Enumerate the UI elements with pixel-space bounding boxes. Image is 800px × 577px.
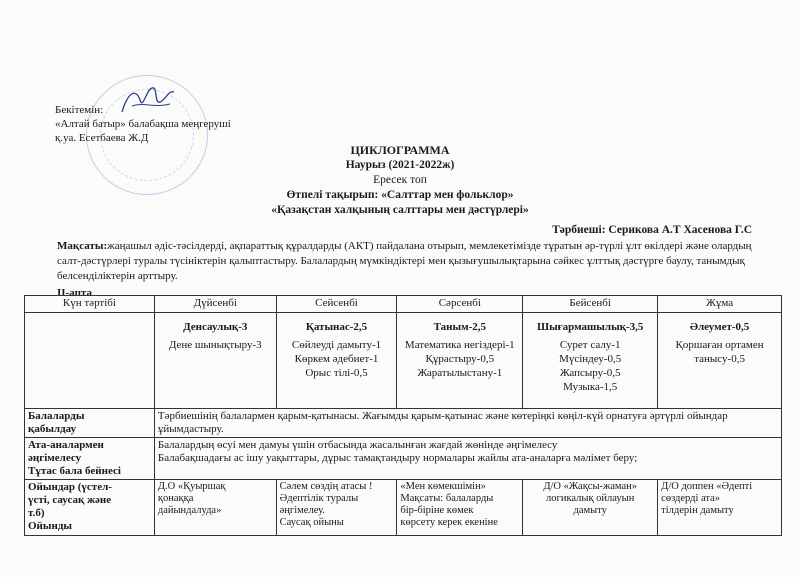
games-label-line: Ойынды	[28, 520, 72, 532]
subject-area: Денсаулық-3	[183, 321, 248, 333]
games-line: әңгімелеу.	[279, 505, 325, 516]
games-line: логикалық ойлауын	[546, 493, 635, 504]
games-line: дамыту	[573, 505, 607, 516]
group-name: Ересек топ	[373, 174, 427, 186]
subject-line: Жаратылыстану-1	[417, 367, 503, 379]
games-line: Мақсаты: балаларды	[400, 493, 494, 504]
subject-area: Таным-2,5	[433, 321, 486, 333]
header-thursday: Бейсенбі	[523, 296, 658, 313]
reception-row	[25, 409, 782, 438]
games-line: Әдептілік туралы	[279, 493, 359, 504]
subjects-tuesday	[276, 313, 397, 409]
games-wednesday	[397, 480, 523, 536]
subjects-monday	[154, 313, 276, 409]
subject-line: Сурет салу-1	[559, 339, 621, 351]
games-friday	[658, 480, 782, 536]
subjects-row	[25, 313, 782, 409]
parents-label-line: Тұтас бала бейнесі	[28, 465, 121, 477]
games-label-line: т.б)	[28, 507, 45, 519]
parents-row	[25, 438, 782, 480]
subject-line: Жапсыру-0,5	[559, 367, 621, 379]
subject-area: Шығармашылық-3,5	[536, 321, 644, 333]
month-year: Наурыз (2021-2022ж)	[345, 159, 455, 171]
reception-text: Тәрбиешінің балалармен қарым-қатынасы. Жағымды қарым-қатынас және көтеріңкі көңіл-күй орнатуға әртүрлі ойындар ұйымдастыру.	[154, 409, 781, 438]
subject-line: Құрастыру-0,5	[425, 353, 495, 365]
reception-label	[25, 409, 155, 438]
reception-label-line: қабылдау	[28, 423, 77, 435]
parents-label	[25, 438, 155, 480]
subject-line: Математика негіздері-1	[404, 339, 515, 351]
sub-theme: «Қазақстан халқының салттары мен дәстүрлері»	[271, 204, 529, 216]
games-row	[25, 480, 782, 536]
aim-label: Мақсаты:	[57, 240, 108, 252]
subjects-friday	[658, 313, 782, 409]
subjects-thursday	[523, 313, 658, 409]
games-line: тілдерін дамыту	[661, 505, 734, 516]
games-line: Саусақ ойыны	[279, 517, 344, 528]
aim-text: жаңашыл әдіс-тәсілдерді, ақпараттық құралдарды (АКТ) пайдалана отырып, мемлекетімізде тұратын әр-түрлі ұлт өкілдері және олардың салт-дәстүрлері туралы түсініктерін қалыптастыру. Балалардың мүмкіндіктері мен қызығушылықтарына сәйкес ұлттық дәстүрге баулу, танымдық белсенділіктерін арттыру.	[57, 240, 752, 282]
games-line: дайындалуда»	[157, 505, 222, 516]
approval-block	[55, 103, 231, 145]
subject-area: Қатынас-2,5	[305, 321, 368, 333]
games-monday	[154, 480, 276, 536]
aim-paragraph	[57, 239, 757, 284]
approval-label: Бекітемін:	[55, 104, 104, 116]
parents-label-line: әңгімелесу	[28, 452, 82, 464]
subject-line: Сөйлеуді дамыту-1	[291, 339, 382, 351]
table-header-row	[25, 296, 782, 313]
subject-line: Көркем әдебиет-1	[294, 353, 379, 365]
games-line: бір-біріне көмек	[400, 505, 474, 516]
header-wednesday: Сәрсенбі	[397, 296, 523, 313]
subject-line: Қоршаған ортамен	[675, 339, 764, 351]
games-line: қонаққа	[157, 493, 194, 504]
week-label: ІІ-апта	[57, 287, 92, 299]
games-line: «Мен көмекшімін»	[400, 481, 486, 492]
teachers-line: Тәрбиеші: Серикова А.Т Хасенова Г.С	[552, 224, 752, 236]
parents-text	[154, 438, 781, 480]
document-header	[200, 143, 600, 218]
subject-line: Дене шынықтыру-3	[168, 339, 262, 351]
header-friday: Жұма	[658, 296, 782, 313]
games-line: Д.О «Қуыршақ	[157, 481, 226, 492]
header-schedule: Күн тәртібі	[25, 296, 155, 313]
cyclogram-table	[24, 295, 782, 536]
header-tuesday: Сейсенбі	[276, 296, 397, 313]
subjects-wednesday	[397, 313, 523, 409]
approval-kindergarten-head: «Алтай батыр» балабақша меңгеруші	[55, 118, 231, 130]
subject-area: Әлеумет-0,5	[689, 321, 750, 333]
approval-signatory: қ.уа. Есетбаева Ж.Д	[55, 132, 149, 144]
games-tuesday	[276, 480, 397, 536]
subject-line: Мүсіндеу-0,5	[559, 353, 622, 365]
games-label-line: Ойындар (үстел-	[28, 481, 112, 493]
games-line: Сәлем сөздің атасы !	[279, 481, 373, 492]
games-thursday	[523, 480, 658, 536]
parents-text-line: Балалардың өсуі мен дамуы үшін отбасында жасалынған жағдай жөнінде әңгімелесу	[157, 439, 558, 451]
cross-cutting-theme: Өтпелі тақырып: «Салттар мен фольклор»	[286, 189, 514, 201]
reception-label-line: Балаларды	[28, 410, 85, 422]
header-monday: Дүйсенбі	[154, 296, 276, 313]
games-line: Д/О «Жақсы-жаман»	[543, 481, 638, 492]
games-label	[25, 480, 155, 536]
games-line: көрсету керек екеніне	[400, 517, 498, 528]
subject-line: Орыс тілі-0,5	[305, 367, 368, 379]
parents-label-line: Ата-аналармен	[28, 439, 104, 451]
games-line: сөздерді ата»	[661, 493, 721, 504]
parents-text-line: Балабақшадағы ас ішу уақыттары, дұрыс тамақтандыру нормалары жайлы ата-аналарға мәлімет беру;	[157, 452, 638, 464]
subject-line: Музыка-1,5	[563, 381, 618, 393]
document-title: ЦИКЛОГРАММА	[350, 143, 450, 157]
games-line: Д/О доппен «Әдепті	[661, 481, 753, 492]
subjects-label-cell	[25, 313, 155, 409]
games-label-line: үсті, саусақ және	[28, 494, 112, 506]
subject-line: танысу-0,5	[694, 353, 745, 365]
